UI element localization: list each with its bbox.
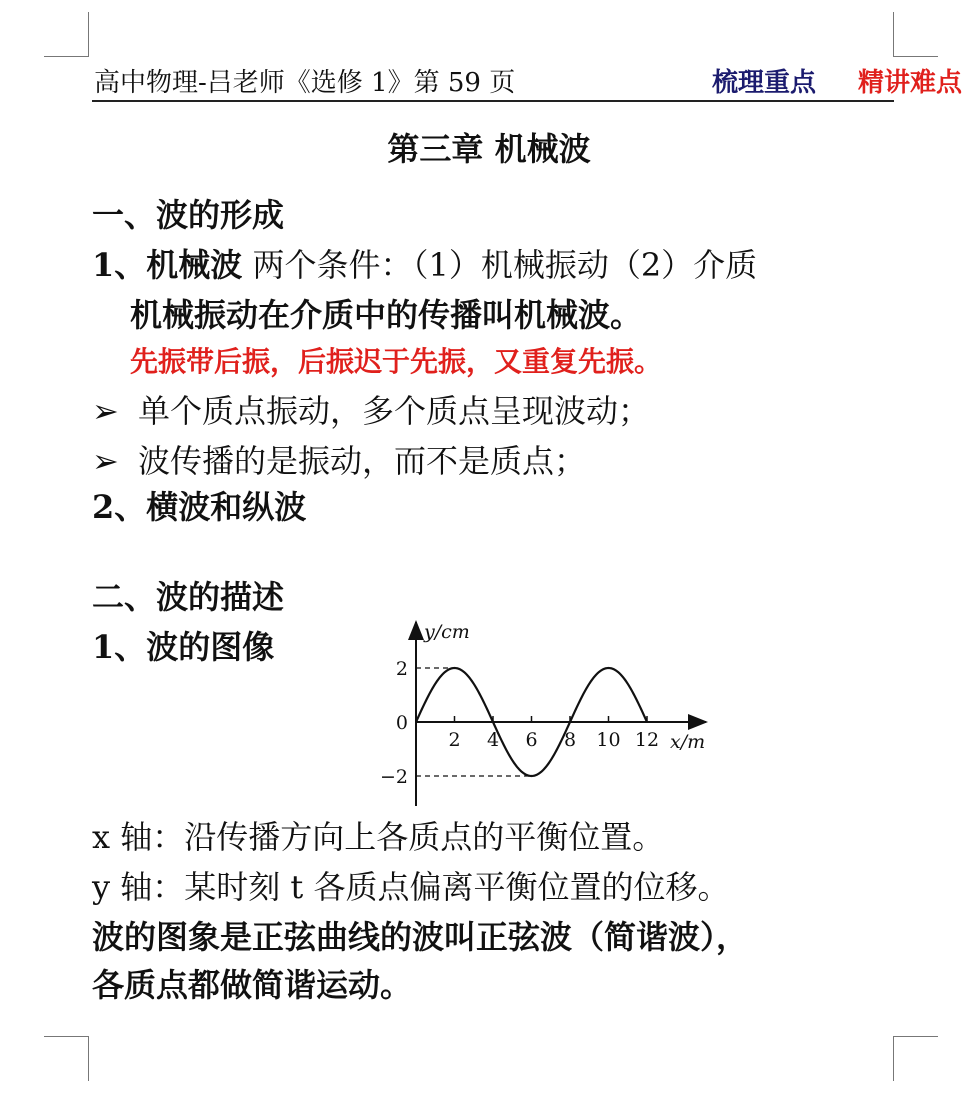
- x-tick-label: 6: [525, 729, 538, 751]
- crop-mark-bottom-right: [893, 1036, 938, 1081]
- item-mechanical-wave-label: 1、机械波: [92, 246, 243, 284]
- y-axis-description: y 轴：某时刻 t 各质点偏离平衡位置的位移。: [92, 868, 730, 906]
- crop-mark-top-right: [893, 12, 938, 57]
- chapter-title: 第三章 机械波: [387, 130, 591, 168]
- item-wave-graph: 1、波的图像: [92, 628, 275, 666]
- y-tick-label: −2: [379, 766, 408, 788]
- bullet-text: 波传播的是振动，而不是质点；: [138, 442, 587, 480]
- item-transverse-longitudinal: 2、横波和纵波: [92, 488, 307, 526]
- page-header: [92, 60, 963, 102]
- x-tick-label: 4: [486, 729, 500, 751]
- item-mechanical-wave-conditions: 两个条件：（1）机械振动（2）介质: [242, 246, 758, 284]
- x-tick-label: 2: [448, 729, 461, 751]
- header-tag-difficulties: 精讲难点: [858, 68, 963, 98]
- x-axis-label: x/m: [670, 731, 706, 753]
- section-1-heading: 一、波的形成: [92, 196, 285, 234]
- bullet-text: 单个质点振动，多个质点呈现波动；: [138, 392, 651, 430]
- y-axis-label: y/cm: [424, 621, 470, 643]
- bullet-item: [92, 436, 586, 482]
- arrow-bullet-icon: ➢: [92, 392, 119, 430]
- x-axis-description: x 轴：沿传播方向上各质点的平衡位置。: [92, 818, 665, 856]
- header-course-info: 高中物理-吕老师《选修 1》第 59 页: [94, 68, 516, 98]
- x-tick-label: 10: [596, 729, 621, 751]
- x-tick-label: 12: [634, 729, 660, 751]
- y-tick-label: 0: [395, 712, 408, 734]
- header-tag-key-points: 梳理重点: [712, 68, 817, 98]
- conclusion-line-1: 波的图象是正弦曲线的波叫正弦波（简谐波），: [92, 918, 749, 956]
- arrow-bullet-icon: ➢: [92, 442, 119, 480]
- crop-mark-top-left: [44, 12, 89, 57]
- conclusion-line-2: 各质点都做简谐运动。: [92, 966, 413, 1004]
- red-key-note: 先振带后振，后振迟于先振，又重复先振。: [130, 345, 663, 378]
- mechanical-wave-definition: 机械振动在介质中的传播叫机械波。: [130, 296, 643, 334]
- crop-mark-bottom-left: [44, 1036, 89, 1081]
- section-2-heading: 二、波的描述: [92, 578, 285, 616]
- item-mechanical-wave: [92, 240, 757, 286]
- wave-graph-chart: [379, 616, 728, 812]
- y-tick-label: 2: [395, 658, 408, 680]
- x-tick-label: 8: [563, 729, 577, 751]
- bullet-item: [92, 386, 650, 432]
